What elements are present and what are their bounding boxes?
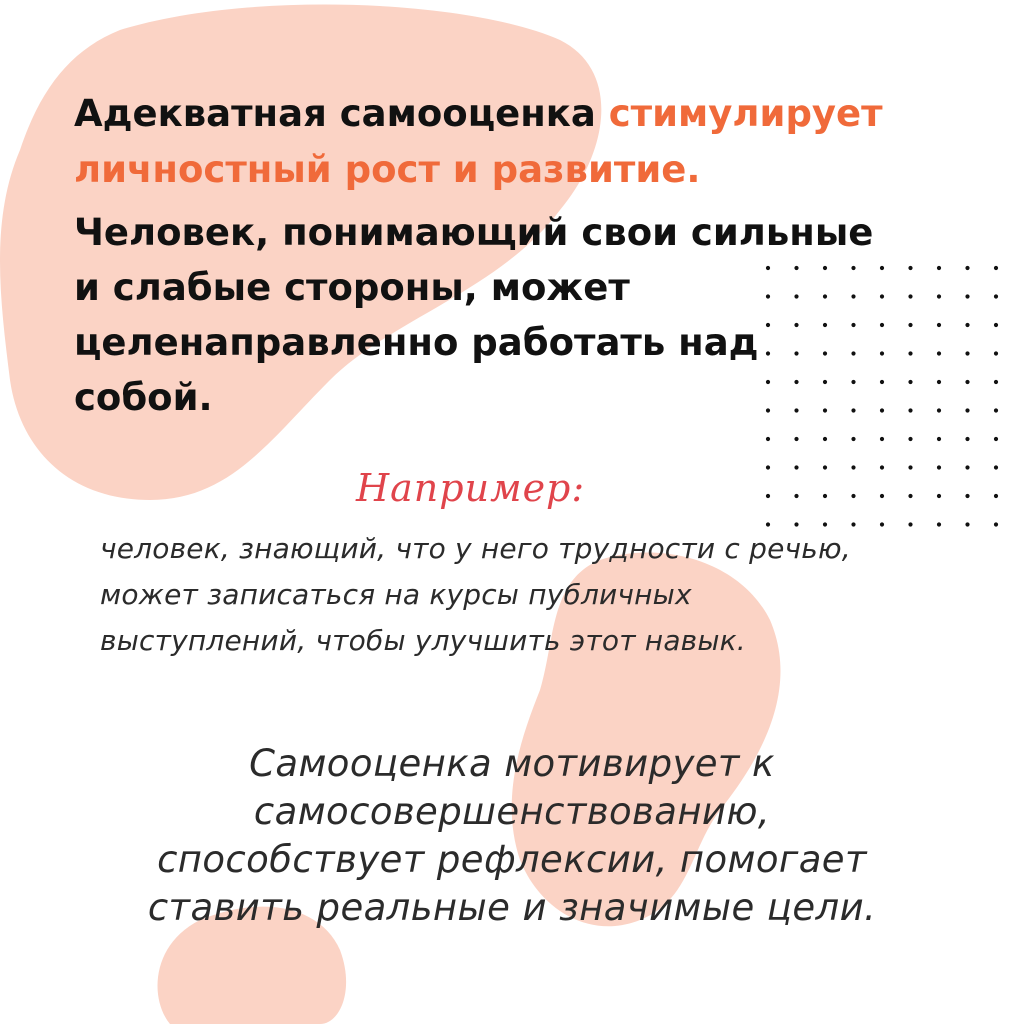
main-line-1: Человек, понимающий свои сильные	[74, 211, 874, 254]
dot	[965, 437, 969, 441]
dot	[794, 494, 798, 498]
dot	[994, 408, 998, 412]
dot	[937, 437, 941, 441]
dot	[823, 465, 827, 469]
dot	[937, 494, 941, 498]
conclusion-line-3: способствует рефлексии, помогает	[157, 838, 867, 881]
dot	[823, 494, 827, 498]
conclusion-text	[60, 740, 964, 932]
dot	[994, 294, 998, 298]
headline-accent: стимулирует личностный рост и развитие.	[74, 92, 883, 191]
dot	[908, 437, 912, 441]
conclusion-line-2: самосовершенствованию,	[253, 790, 771, 833]
dot	[766, 494, 770, 498]
dot	[937, 465, 941, 469]
dot	[880, 494, 884, 498]
dot	[823, 437, 827, 441]
main-line-4: собой.	[74, 376, 213, 419]
dot	[994, 351, 998, 355]
dot	[994, 437, 998, 441]
dot	[908, 465, 912, 469]
dot	[851, 465, 855, 469]
example-label: Например:	[356, 466, 586, 510]
dot	[794, 437, 798, 441]
dot	[994, 494, 998, 498]
dot	[851, 494, 855, 498]
dot	[965, 494, 969, 498]
dot	[880, 437, 884, 441]
headline-part1: Адекватная самооценка	[74, 92, 609, 135]
example-text	[100, 526, 980, 664]
conclusion-line-1: Самооценка мотивирует к	[249, 742, 775, 785]
dot	[880, 465, 884, 469]
main-paragraph	[74, 205, 974, 425]
main-line-2: и слабые стороны, может	[74, 266, 630, 309]
dot	[994, 522, 998, 526]
main-line-3: целенаправленно работать над	[74, 321, 759, 364]
dot	[994, 266, 998, 270]
dot	[766, 465, 770, 469]
dot	[908, 494, 912, 498]
conclusion-line-4: ставить реальные и значимые цели.	[147, 886, 877, 929]
dot	[794, 465, 798, 469]
example-line-2: может записаться на курсы публичных	[100, 578, 692, 611]
example-line-3: выступлений, чтобы улучшить этот навык.	[100, 624, 746, 657]
dot	[994, 323, 998, 327]
example-line-1: человек, знающий, что у него трудности с речью,	[100, 532, 851, 565]
headline	[74, 86, 1004, 198]
dot	[965, 465, 969, 469]
dot	[994, 465, 998, 469]
dot	[766, 437, 770, 441]
dot	[994, 380, 998, 384]
dot	[851, 437, 855, 441]
